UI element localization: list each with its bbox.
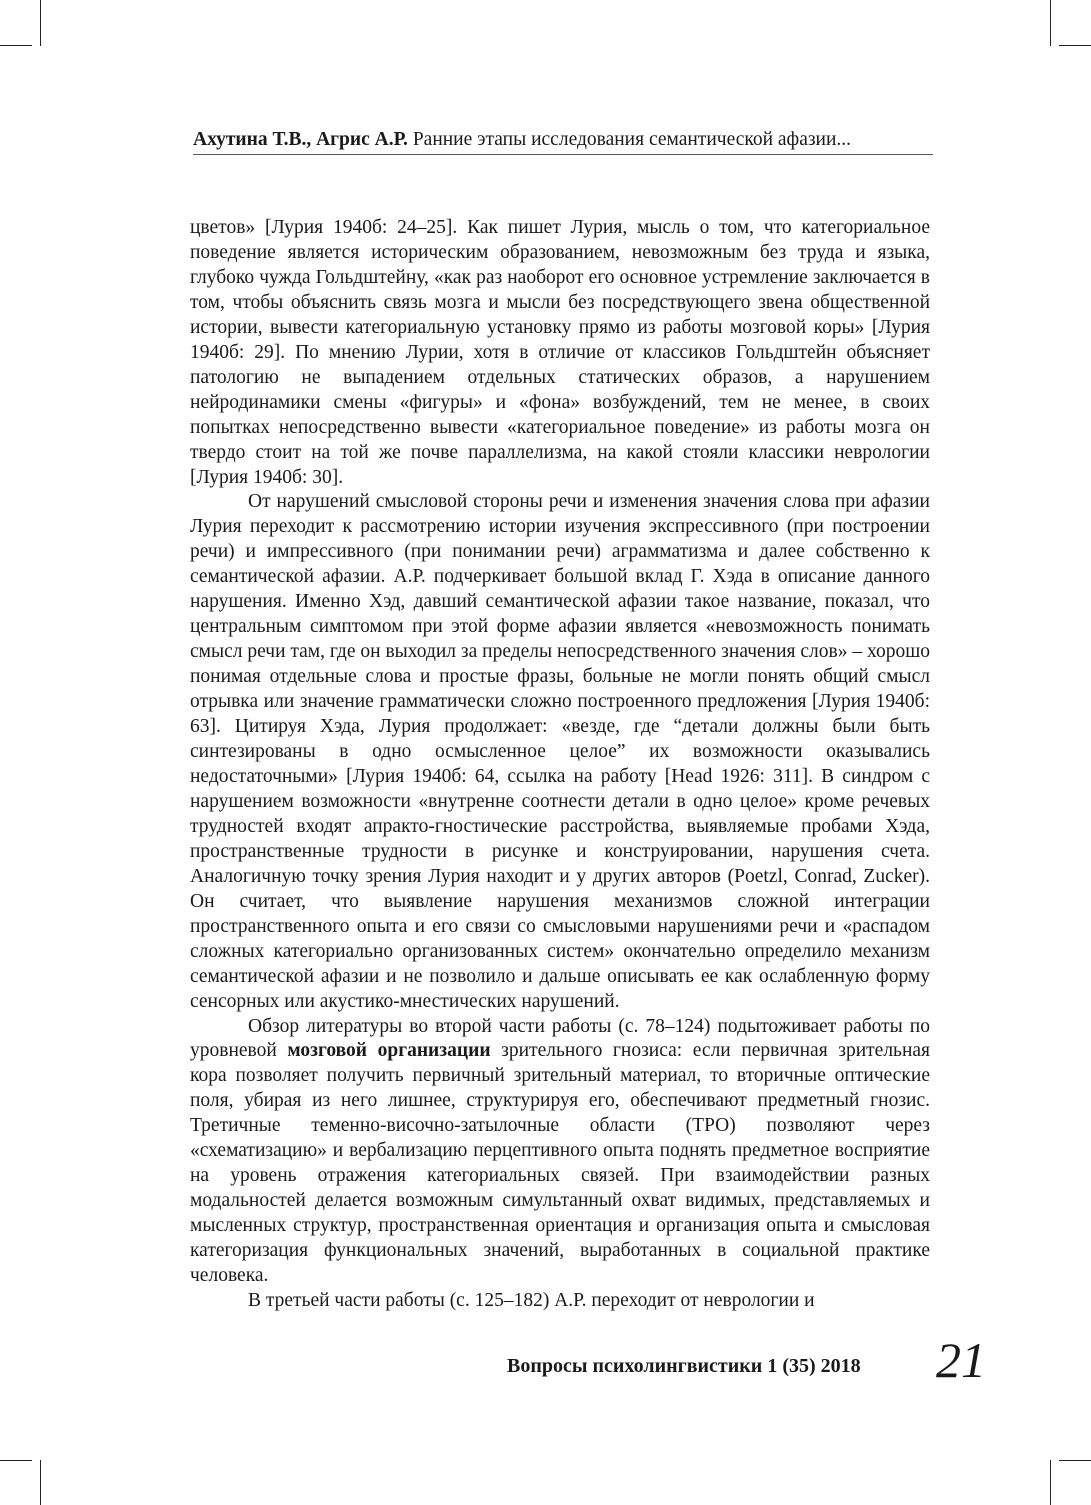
crop-mark-bottom-left-v <box>40 1460 41 1505</box>
header-title: Ранние этапы исследования семантической афазии... <box>412 129 852 150</box>
page-number: 21 <box>936 1332 986 1388</box>
paragraph-text: цветов» [Лурия 1940б: 24–25]. Как пишет Лурия, мысль о том, что категориальное поведение является историческим образованием, невозможным без труда и языка, глубоко чужда Гольдштейну, «как раз наоборот его основное устремление заключается в том, чтобы объяснить связь мозга и мысли без посредствующего звена общественной истории, вывести категориальную установку прямо из работы мозговой коры» [Лурия 1940б: 29]. По мнению Лурии, хотя в отличие от классиков Гольдштейн объясняет патологию не выпадением отдельных статических образов, а нарушением нейродинамики смены «фигуры» и «фона» возбуждений, тем не менее, в своих попытках непосредственно вывести «категориальное поведение» из работы мозга он твердо стоит на той же почве параллелизма, на какой стояли классики неврологии [Лурия 1940б: 30]. <box>190 217 930 488</box>
crop-mark-bottom-left-h <box>0 1460 32 1461</box>
paragraph-1 <box>190 216 930 490</box>
header-rule <box>193 154 933 155</box>
paragraph-text: Обзор литературы во второй части работы (с. 78–124) подытоживает работы по уровневой <box>190 1015 930 1062</box>
paragraph-4 <box>190 1289 930 1314</box>
crop-mark-top-right-h <box>1059 45 1091 46</box>
article-body <box>190 216 930 1314</box>
crop-mark-top-left-v <box>40 0 41 46</box>
header-authors: Ахутина Т.В., Агрис А.Р. <box>193 129 408 150</box>
paragraph-2 <box>190 490 930 1014</box>
crop-mark-top-left-h <box>0 45 32 46</box>
paragraph-text: В третьей части работы (с. 125–182) А.Р. переходит от неврологии и <box>248 1289 815 1311</box>
footer-journal-title: Вопросы психолингвистики 1 (35) 2018 <box>507 1355 861 1377</box>
bold-term: мозговой организации <box>287 1040 491 1062</box>
crop-mark-bottom-right-h <box>1059 1460 1091 1461</box>
paragraph-text: зрительного гнозиса: если первичная зрительная кора позволяет получить первичный зрительный материал, то вторичные оптические поля, убирая из него лишнее, структурируя его, обеспечивают предметный гнозис. Третичные теменно-височно-затылочные области (ТРО) позволяют через «схематизацию» и вербализацию перцептивного опыта поднять предметное восприятие на уровень отражения категориальных связей. При взаимодействии разных модальностей делается возможным симультанный охват видимых, представляемых и мысленных структур, пространственная ориентация и организация опыта и смысловая категоризация функциональных значений, выработанных в социальной практике человека. <box>190 1040 931 1287</box>
crop-mark-top-right-v <box>1050 0 1051 46</box>
paragraph-text: От нарушений смысловой стороны речи и изменения значения слова при афазии Лурия переходит к рассмотрению истории изучения экспрессивного (при построении речи) и импрессивного (при понимании речи) аграмматизма и далее собственно к семантической афазии. А.Р. подчеркивает большой вклад Г. Хэда в описание данного нарушения. Именно Хэд, давший семантической афазии такое название, показал, что центральным симптомом при этой форме афазии является «невозможность понимать смысл речи там, где он выходил за пределы непосредственного значения слов» – хорошо понимая отдельные слова и простые фразы, больные не могли понять общий смысл отрывка или значение грамматически сложно построенного предложения [Лурия 1940б: 63]. Цитируя Хэда, Лурия продолжает: «везде, где “детали должны были быть синтезированы в одно осмысленное целое” их возможности оказывались недостаточными» [Лурия 1940б: 64, ссылка на работу [Head 1926: 311]. В синдром с нарушением возможности «внутренне соотнести детали в одно целое» кроме речевых трудностей входят апракто-гностические расстройства, выявляемые пробами Хэда, пространственные трудности в рисунке и конструировании, нарушения счета. Аналогичную точку зрения Лурия находит и у других авторов (Poetzl, Conrad, Zucker). Он считает, что выявление нарушения механизмов сложной интеграции пространственного опыта и его связи со смысловыми нарушениями речи и «распадом сложных категориально организованных систем» окончательно определило механизм семантической афазии и не позволило и дальше описывать ее как ослабленную форму сенсорных или акустико-мнестических нарушений. <box>190 491 930 1012</box>
crop-mark-bottom-right-v <box>1050 1460 1051 1505</box>
running-header <box>193 128 933 152</box>
paragraph-3 <box>190 1015 930 1289</box>
